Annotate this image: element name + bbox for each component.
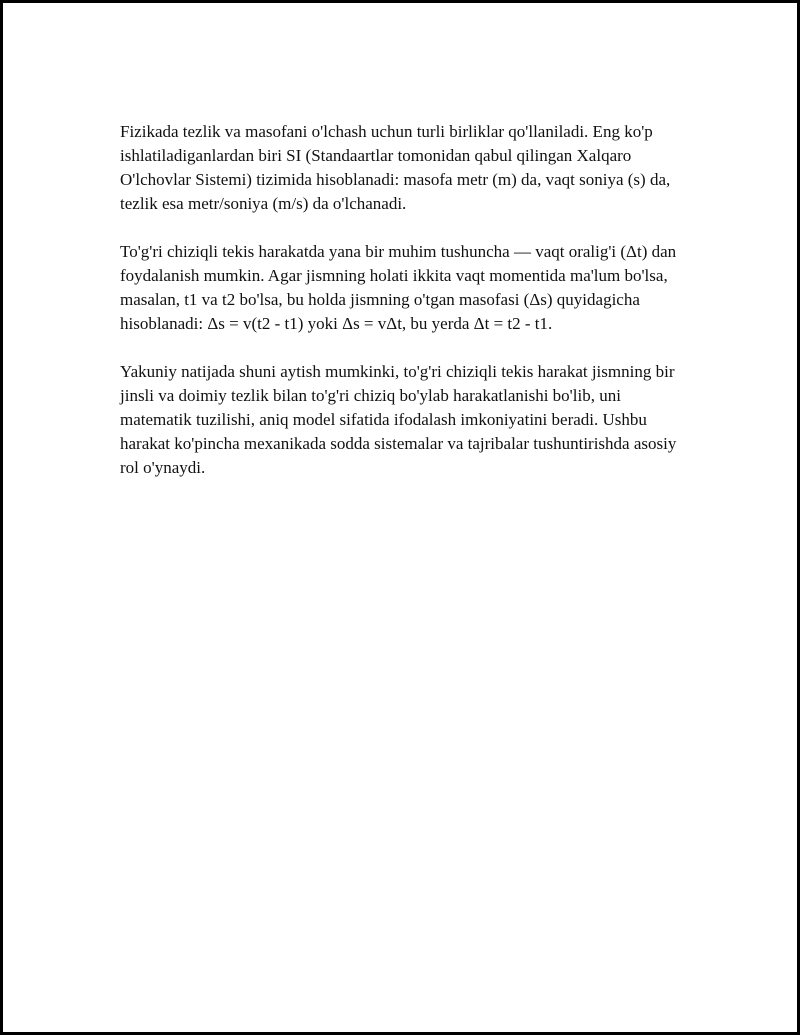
paragraph-conclusion: Yakuniy natijada shuni aytish mumkinki, to'g'ri chiziqli tekis harakat jismning bir jinsli va doimiy tezlik bilan to'g'ri chiziq bo'ylab harakatlanishi bo'lib, uni matematik tuzilishi, aniq model sifatida ifodalash imkoniyatini beradi. Ushbu harakat ko'pincha mexanikada sodda sistemalar va tajribalar tushuntirishda asosiy rol o'ynaydi.: [120, 362, 677, 477]
paragraph-si-units: Fizikada tezlik va masofani o'lchash uchun turli birliklar qo'llaniladi. Eng ko'p ishlatiladiganlardan biri SI (Standaartlar tomonidan qabul qilingan Xalqaro O'lchovlar Sistemi) tizimida hisoblanadi: masofa metr (m) da, vaqt soniya (s) da, tezlik esa metr/soniya (m/s) da o'lchanadi.: [120, 122, 671, 213]
document-body: [120, 120, 690, 504]
paragraph-time-interval: To'g'ri chiziqli tekis harakatda yana bir muhim tushuncha — vaqt oralig'i (Δt) dan foydalanish mumkin. Agar jismning holati ikkita vaqt momentida ma'lum bo'lsa, masalan, t1 va t2 bo'lsa, bu holda jismning o'tgan masofasi (Δs) quyidagicha hisoblanadi: Δs = v(t2 - t1) yoki Δs = vΔt, bu yerda Δt = t2 - t1.: [120, 242, 677, 333]
